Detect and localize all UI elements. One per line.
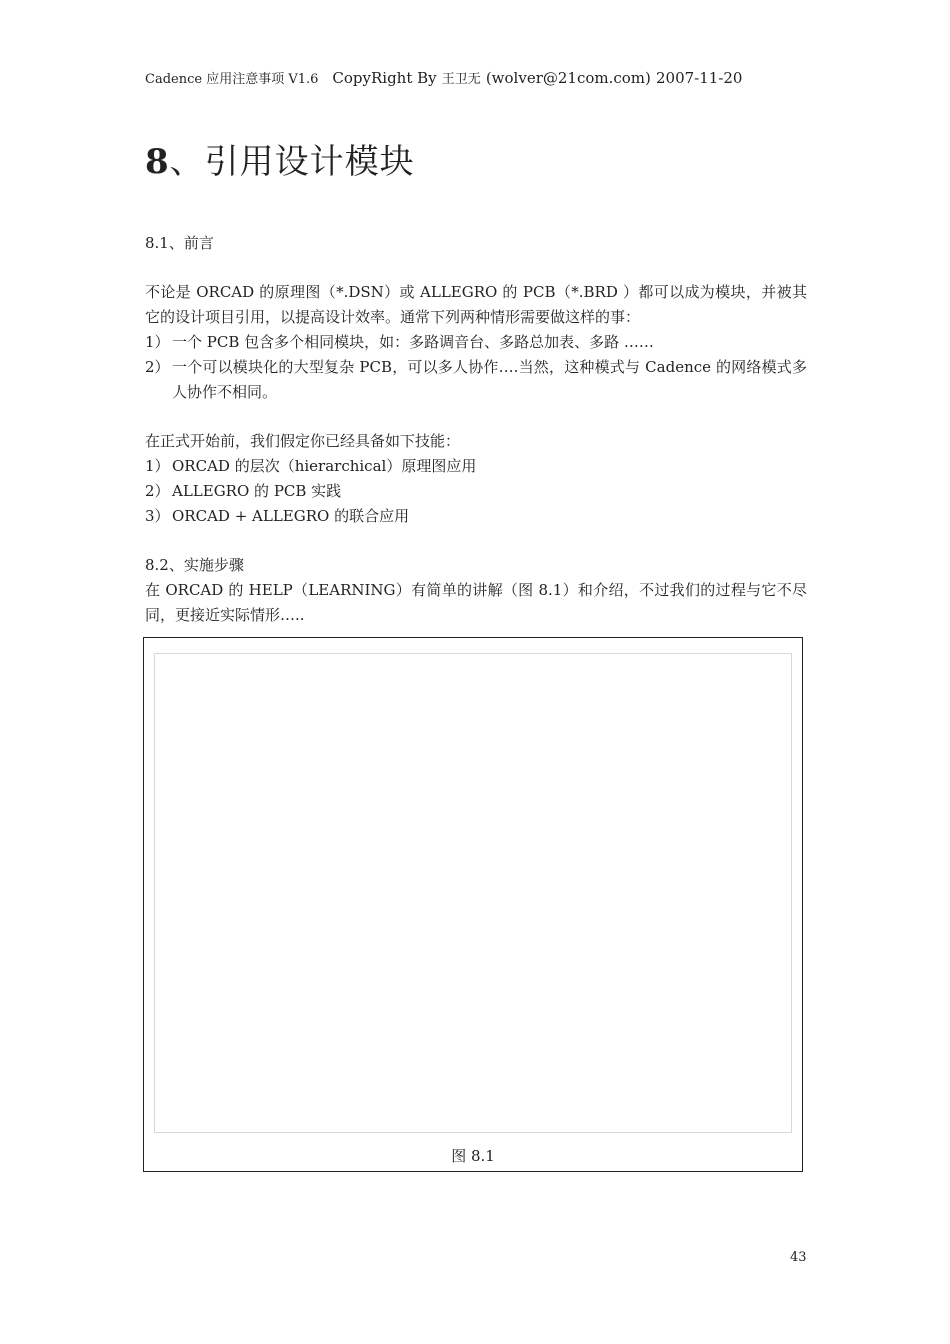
list-item-text: ALLEGRO 的 PCB 实践 bbox=[172, 482, 342, 500]
header-email: (wolver@21com.com) bbox=[485, 69, 651, 87]
figure-8-1 bbox=[143, 637, 803, 1172]
list-item bbox=[145, 479, 807, 504]
page-number: 43 bbox=[790, 1250, 807, 1265]
header-date: 2007-11-20 bbox=[655, 69, 743, 87]
chapter-title-text: 、引用设计模块 bbox=[169, 142, 415, 182]
header-author: 王卫无 bbox=[441, 72, 481, 87]
list-item-text: ORCAD + ALLEGRO 的联合应用 bbox=[172, 507, 410, 525]
list-item-text: 一个 PCB 包含多个相同模块，如：多路调音台、多路总加表、多路 …… bbox=[172, 333, 654, 351]
list-item-number: 3） bbox=[145, 507, 170, 525]
page-header bbox=[145, 68, 825, 87]
list-item-text: ORCAD 的层次（hierarchical）原理图应用 bbox=[172, 457, 477, 475]
header-doc-title: Cadence 应用注意事项 V1.6 bbox=[145, 72, 319, 87]
list-item bbox=[145, 504, 807, 529]
chapter-number: 8 bbox=[145, 142, 170, 182]
header-copyright: CopyRight By bbox=[332, 69, 437, 87]
list-item-number: 2） bbox=[145, 482, 170, 500]
list-item bbox=[145, 355, 807, 405]
prereq-intro: 在正式开始前，我们假定你已经具备如下技能： bbox=[145, 432, 461, 450]
steps-paragraph: 在 ORCAD 的 HELP（LEARNING）有简单的讲解（图 8.1）和介绍，不过我们的过程与它不尽同，更接近实际情形….. bbox=[145, 581, 807, 624]
list-item-number: 2） bbox=[145, 358, 170, 376]
prereq-list bbox=[145, 454, 807, 529]
list-item-number: 1） bbox=[145, 333, 170, 351]
figure-image-placeholder bbox=[154, 653, 792, 1133]
list-item bbox=[145, 454, 807, 479]
section-8-1-heading: 8.1、前言 bbox=[145, 234, 214, 252]
figure-caption: 图 8.1 bbox=[451, 1147, 495, 1165]
list-item-number: 1） bbox=[145, 457, 170, 475]
use-case-list bbox=[145, 330, 807, 405]
intro-paragraph: 不论是 ORCAD 的原理图（*.DSN）或 ALLEGRO 的 PCB（*.BRD ）都可以成为模块，并被其它的设计项目引用，以提高设计效率。通常下列两种情形需要做这样的事： bbox=[145, 283, 807, 326]
list-item-text: 一个可以模块化的大型复杂 PCB，可以多人协作….当然，这种模式与 Cadence 的网络模式多人协作不相同。 bbox=[172, 358, 807, 401]
list-item bbox=[145, 330, 807, 355]
chapter-title bbox=[145, 134, 415, 183]
section-8-2-heading: 8.2、实施步骤 bbox=[145, 556, 244, 574]
